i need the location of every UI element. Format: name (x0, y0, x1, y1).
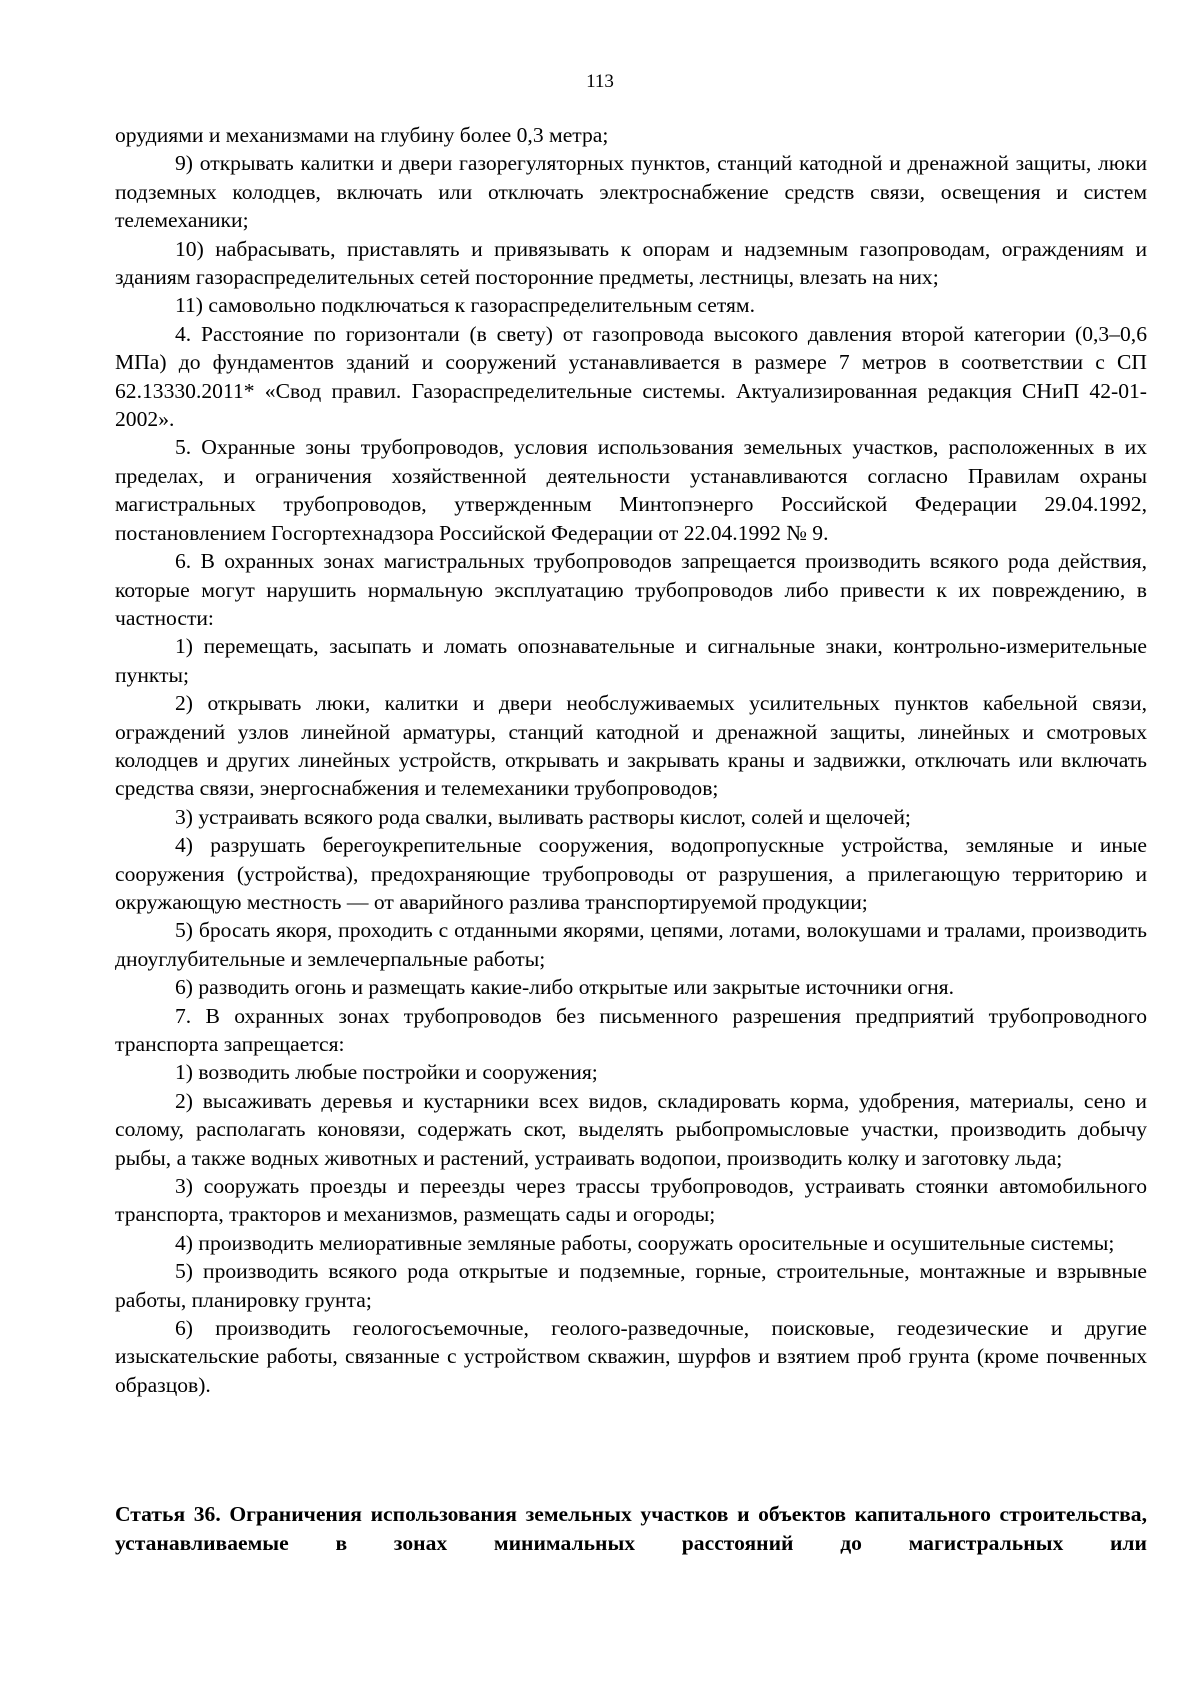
paragraph-clause-6-item-5: 5) бросать якоря, проходить с отданными якорями, цепями, лотами, волокушами и тралами, производить дноуглубительные и землечерпальные работы; (115, 918, 1147, 971)
paragraph-clause-6: 6. В охранных зонах магистральных трубопроводов запрещается производить всякого рода действия, которые могут нарушить нормальную эксплуатацию трубопроводов либо привести к их повреждению, в частности: (115, 549, 1147, 630)
paragraph-clause-6-item-4: 4) разрушать берегоукрепительные сооружения, водопропускные устройства, земляные и иные сооружения (устройства), предохраняющие трубопроводы от разрушения, а прилегающую территорию и окружающую местность — от аварийного разлива транспортируемой продукции; (115, 833, 1147, 914)
paragraph-item-9: 9) открывать калитки и двери газорегуляторных пунктов, станций катодной и дренажной защиты, люки подземных колодцев, включать или отключать электроснабжение средств связи, освещения и систем телемеханики; (115, 151, 1147, 233)
paragraph-clause-6-item-6: 6) разводить огонь и размещать какие-либо открытые или закрытые источники огня. (175, 975, 954, 1000)
article-36-heading: Статья 36. Ограничения использования земельных участков и объектов капитального строительства, устанавливаемые в зонах минимальных расстояний до магистральных или (115, 1502, 1147, 1555)
paragraph-clause-6-item-1: 1) перемещать, засыпать и ломать опознавательные и сигнальные знаки, контрольно-измерительные пункты; (115, 634, 1147, 687)
page-number: 113 (586, 71, 614, 92)
paragraph-clause-7-item-4: 4) производить мелиоративные земляные работы, сооружать оросительные и осушительные системы; (175, 1230, 1115, 1255)
paragraph-clause-7-item-6: 6) производить геологосъемочные, геолого-разведочные, поисковые, геодезические и другие изыскательские работы, связанные с устройством скважин, шурфов и взятием проб грунта (кроме почвенных образцов). (115, 1316, 1147, 1397)
paragraph-clause-7-item-2: 2) высаживать деревья и кустарники всех видов, складировать корма, удобрения, материалы, сено и солому, располагать коновязи, содержать скот, выделять рыбопромысловые участки, производить добычу рыбы, а также водных животных и растений, устраивать водопои, производить колку и заготовку льда; (115, 1088, 1147, 1170)
paragraph-continuation: орудиями и механизмами на глубину более 0,3 метра; (115, 123, 609, 147)
paragraph-clause-6-item-2: 2) открывать люки, калитки и двери необслуживаемых усилительных пунктов кабельной связи, ограждений узлов линейной арматуры, станций катодной и дренажной защиты, линейных и смотровых колодцев и других линейных устройств, открывать и закрывать краны и задвижки, отключать или включать средства связи, энергоснабжения и телемеханики трубопроводов; (115, 691, 1147, 801)
paragraph-item-10: 10) набрасывать, приставлять и привязывать к опорам и надземным газопроводам, ограждениям и зданиям газораспределительных сетей посторонние предметы, лестницы, влезать на них; (115, 236, 1147, 290)
paragraph-clause-5: 5. Охранные зоны трубопроводов, условия использования земельных участков, расположенных в их пределах, и ограничения хозяйственной деятельности устанавливаются согласно Правилам охраны магистральных трубопроводов, утвержденным Минтопэнерго Российской Федерации 29.04.1992, постановлением Госгортехнадзора Российской Федерации от 22.04.1992 № 9. (115, 435, 1147, 545)
paragraph-clause-7-item-1: 1) возводить любые постройки и сооружения; (175, 1060, 598, 1085)
body-text (115, 121, 1147, 1399)
paragraph-item-11: 11) самовольно подключаться к газораспределительным сетям. (175, 293, 755, 318)
paragraph-clause-7-item-5: 5) производить всякого рода открытые и подземные, горные, строительные, монтажные и взрывные работы, планировку грунта; (115, 1259, 1147, 1312)
paragraph-clause-7: 7. В охранных зонах трубопроводов без письменного разрешения предприятий трубопроводного транспорта запрещается: (115, 1003, 1147, 1056)
paragraph-clause-7-item-3: 3) сооружать проезды и переезды через трассы трубопроводов, устраивать стоянки автомобильного транспорта, тракторов и механизмов, размещать сады и огороды; (115, 1174, 1147, 1227)
paragraph-clause-6-item-3: 3) устраивать всякого рода свалки, выливать растворы кислот, солей и щелочей; (175, 804, 911, 829)
paragraph-clause-4: 4. Расстояние по горизонтали (в свету) от газопровода высокого давления второй категории (0,3–0,6 МПа) до фундаментов зданий и сооружений устанавливается в размере 7 метров в соответствии с СП 62.13330.2011* «Свод правил. Газораспределительные системы. Актуализированная редакция СНиП 42-01-2002». (115, 321, 1147, 432)
